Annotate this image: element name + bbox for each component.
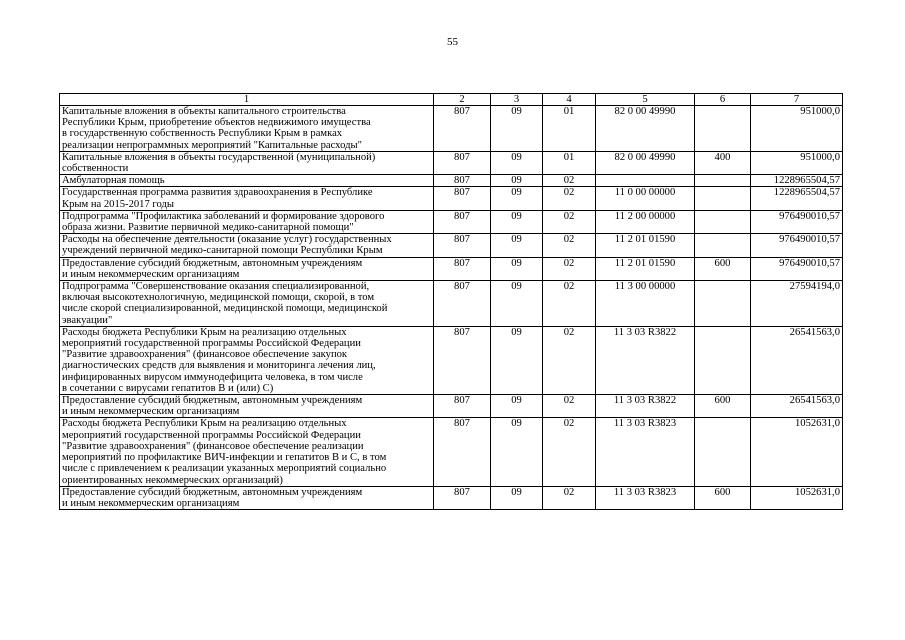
- cell-code-csr: 82 0 00 49990: [596, 106, 695, 152]
- cell-code-vr: [695, 281, 751, 327]
- cell-amount: 1228965504,57: [751, 187, 843, 210]
- cell-code-rz: 09: [491, 326, 543, 394]
- cell-code-gl: 807: [434, 210, 491, 233]
- table-row: [60, 151, 843, 174]
- cell-code-gl: 807: [434, 106, 491, 152]
- cell-code-pr: 02: [543, 418, 596, 486]
- cell-code-pr: 02: [543, 326, 596, 394]
- column-header: 6: [695, 94, 751, 106]
- cell-code-csr: [596, 175, 695, 187]
- cell-amount: 1052631,0: [751, 418, 843, 486]
- row-name: Подпрограмма "Профилактика заболеваний и формирование здорового образа жизни. Развитие первичной медико-санитарной помощи": [60, 210, 434, 233]
- cell-code-pr: 02: [543, 281, 596, 327]
- budget-table: [59, 93, 843, 510]
- cell-amount: 976490010,57: [751, 234, 843, 257]
- cell-code-pr: 01: [543, 106, 596, 152]
- cell-code-gl: 807: [434, 486, 491, 509]
- cell-code-rz: 09: [491, 106, 543, 152]
- cell-code-rz: 09: [491, 418, 543, 486]
- cell-code-csr: 11 2 01 01590: [596, 234, 695, 257]
- cell-amount: 976490010,57: [751, 210, 843, 233]
- cell-code-rz: 09: [491, 257, 543, 280]
- cell-amount: 951000,0: [751, 151, 843, 174]
- cell-code-vr: [695, 326, 751, 394]
- row-name: Расходы бюджета Республики Крым на реализацию отдельных мероприятий государственной программы Российской Федерации "Развитие здравоохранения" (финансовое обеспечение реализации мероприятий по профилактике ВИЧ-инфекции и гепатитов В и С, в том числе с привлечением к реализации указанных мероприятий социально ориентированных некоммерческих организаций): [60, 418, 434, 486]
- cell-code-gl: 807: [434, 281, 491, 327]
- cell-code-gl: 807: [434, 187, 491, 210]
- cell-code-rz: 09: [491, 210, 543, 233]
- cell-code-vr: [695, 210, 751, 233]
- cell-code-vr: [695, 175, 751, 187]
- cell-code-rz: 09: [491, 281, 543, 327]
- column-header: 1: [60, 94, 434, 106]
- table-row: [60, 486, 843, 509]
- cell-code-vr: [695, 418, 751, 486]
- cell-code-rz: 09: [491, 234, 543, 257]
- cell-code-gl: 807: [434, 395, 491, 418]
- row-name: Предоставление субсидий бюджетным, автономным учреждениям и иным некоммерческим организациям: [60, 486, 434, 509]
- table-row: [60, 175, 843, 187]
- table-row: [60, 326, 843, 394]
- table-row: [60, 210, 843, 233]
- column-header: 4: [543, 94, 596, 106]
- cell-code-csr: 11 2 01 01590: [596, 257, 695, 280]
- cell-code-csr: 11 3 03 R3823: [596, 486, 695, 509]
- cell-code-vr: [695, 234, 751, 257]
- row-name: Предоставление субсидий бюджетным, автономным учреждениям и иным некоммерческим организациям: [60, 395, 434, 418]
- cell-code-pr: 02: [543, 257, 596, 280]
- cell-code-vr: [695, 187, 751, 210]
- cell-amount: 27594194,0: [751, 281, 843, 327]
- cell-amount: 1052631,0: [751, 486, 843, 509]
- column-header: 2: [434, 94, 491, 106]
- cell-code-pr: 02: [543, 395, 596, 418]
- cell-code-pr: 02: [543, 234, 596, 257]
- row-name: Капитальные вложения в объекты государственной (муниципальной) собственности: [60, 151, 434, 174]
- cell-code-gl: 807: [434, 175, 491, 187]
- cell-code-pr: 01: [543, 151, 596, 174]
- cell-code-csr: 11 0 00 00000: [596, 187, 695, 210]
- table-row: [60, 281, 843, 327]
- table-row: [60, 187, 843, 210]
- row-name: Государственная программа развития здравоохранения в Республике Крым на 2015-2017 годы: [60, 187, 434, 210]
- cell-code-vr: 600: [695, 486, 751, 509]
- cell-code-csr: 11 3 03 R3823: [596, 418, 695, 486]
- cell-code-vr: [695, 106, 751, 152]
- cell-code-gl: 807: [434, 326, 491, 394]
- table-row: [60, 257, 843, 280]
- cell-code-rz: 09: [491, 151, 543, 174]
- cell-amount: 951000,0: [751, 106, 843, 152]
- cell-code-rz: 09: [491, 486, 543, 509]
- cell-amount: 26541563,0: [751, 395, 843, 418]
- row-name: Амбулаторная помощь: [60, 175, 434, 187]
- row-name: Расходы бюджета Республики Крым на реализацию отдельных мероприятий государственной программы Российской Федерации "Развитие здравоохранения" (финансовое обеспечение закупок диагностических средств для выявления и мониторинга лечения лиц, инфицированных вирусом иммунодефицита человека, в том числе в сочетании с вирусами гепатитов В и (или) С): [60, 326, 434, 394]
- cell-code-rz: 09: [491, 395, 543, 418]
- cell-amount: 976490010,57: [751, 257, 843, 280]
- cell-code-pr: 02: [543, 210, 596, 233]
- cell-code-vr: 600: [695, 257, 751, 280]
- row-name: Капитальные вложения в объекты капитального строительства Республики Крым, приобретение объектов недвижимого имущества в государственную собственность Республики Крым в рамках реализации непрограммных мероприятий "Капитальные расходы": [60, 106, 434, 152]
- cell-code-csr: 11 2 00 00000: [596, 210, 695, 233]
- row-name: Расходы на обеспечение деятельности (оказание услуг) государственных учреждений первичной медико-санитарной помощи Республики Крым: [60, 234, 434, 257]
- cell-code-csr: 11 3 03 R3822: [596, 326, 695, 394]
- cell-amount: 26541563,0: [751, 326, 843, 394]
- cell-code-csr: 11 3 00 00000: [596, 281, 695, 327]
- cell-code-rz: 09: [491, 175, 543, 187]
- cell-amount: 1228965504,57: [751, 175, 843, 187]
- cell-code-gl: 807: [434, 257, 491, 280]
- column-header: 7: [751, 94, 843, 106]
- cell-code-pr: 02: [543, 187, 596, 210]
- cell-code-csr: 82 0 00 49990: [596, 151, 695, 174]
- cell-code-rz: 09: [491, 187, 543, 210]
- page-number: 55: [447, 36, 458, 48]
- column-header: 5: [596, 94, 695, 106]
- table-row: [60, 234, 843, 257]
- cell-code-pr: 02: [543, 486, 596, 509]
- table-row: [60, 106, 843, 152]
- cell-code-pr: 02: [543, 175, 596, 187]
- cell-code-gl: 807: [434, 234, 491, 257]
- column-header: 3: [491, 94, 543, 106]
- table-row: [60, 395, 843, 418]
- header-row: [60, 94, 843, 106]
- cell-code-gl: 807: [434, 418, 491, 486]
- cell-code-vr: 600: [695, 395, 751, 418]
- cell-code-csr: 11 3 03 R3822: [596, 395, 695, 418]
- row-name: Предоставление субсидий бюджетным, автономным учреждениям и иным некоммерческим организациям: [60, 257, 434, 280]
- cell-code-vr: 400: [695, 151, 751, 174]
- cell-code-gl: 807: [434, 151, 491, 174]
- row-name: Подпрограмма "Совершенствование оказания специализированной, включая высокотехнологичную, медицинской помощи, скорой, в том числе скорой специализированной, медицинской помощи, медицинской эвакуации": [60, 281, 434, 327]
- table-row: [60, 418, 843, 486]
